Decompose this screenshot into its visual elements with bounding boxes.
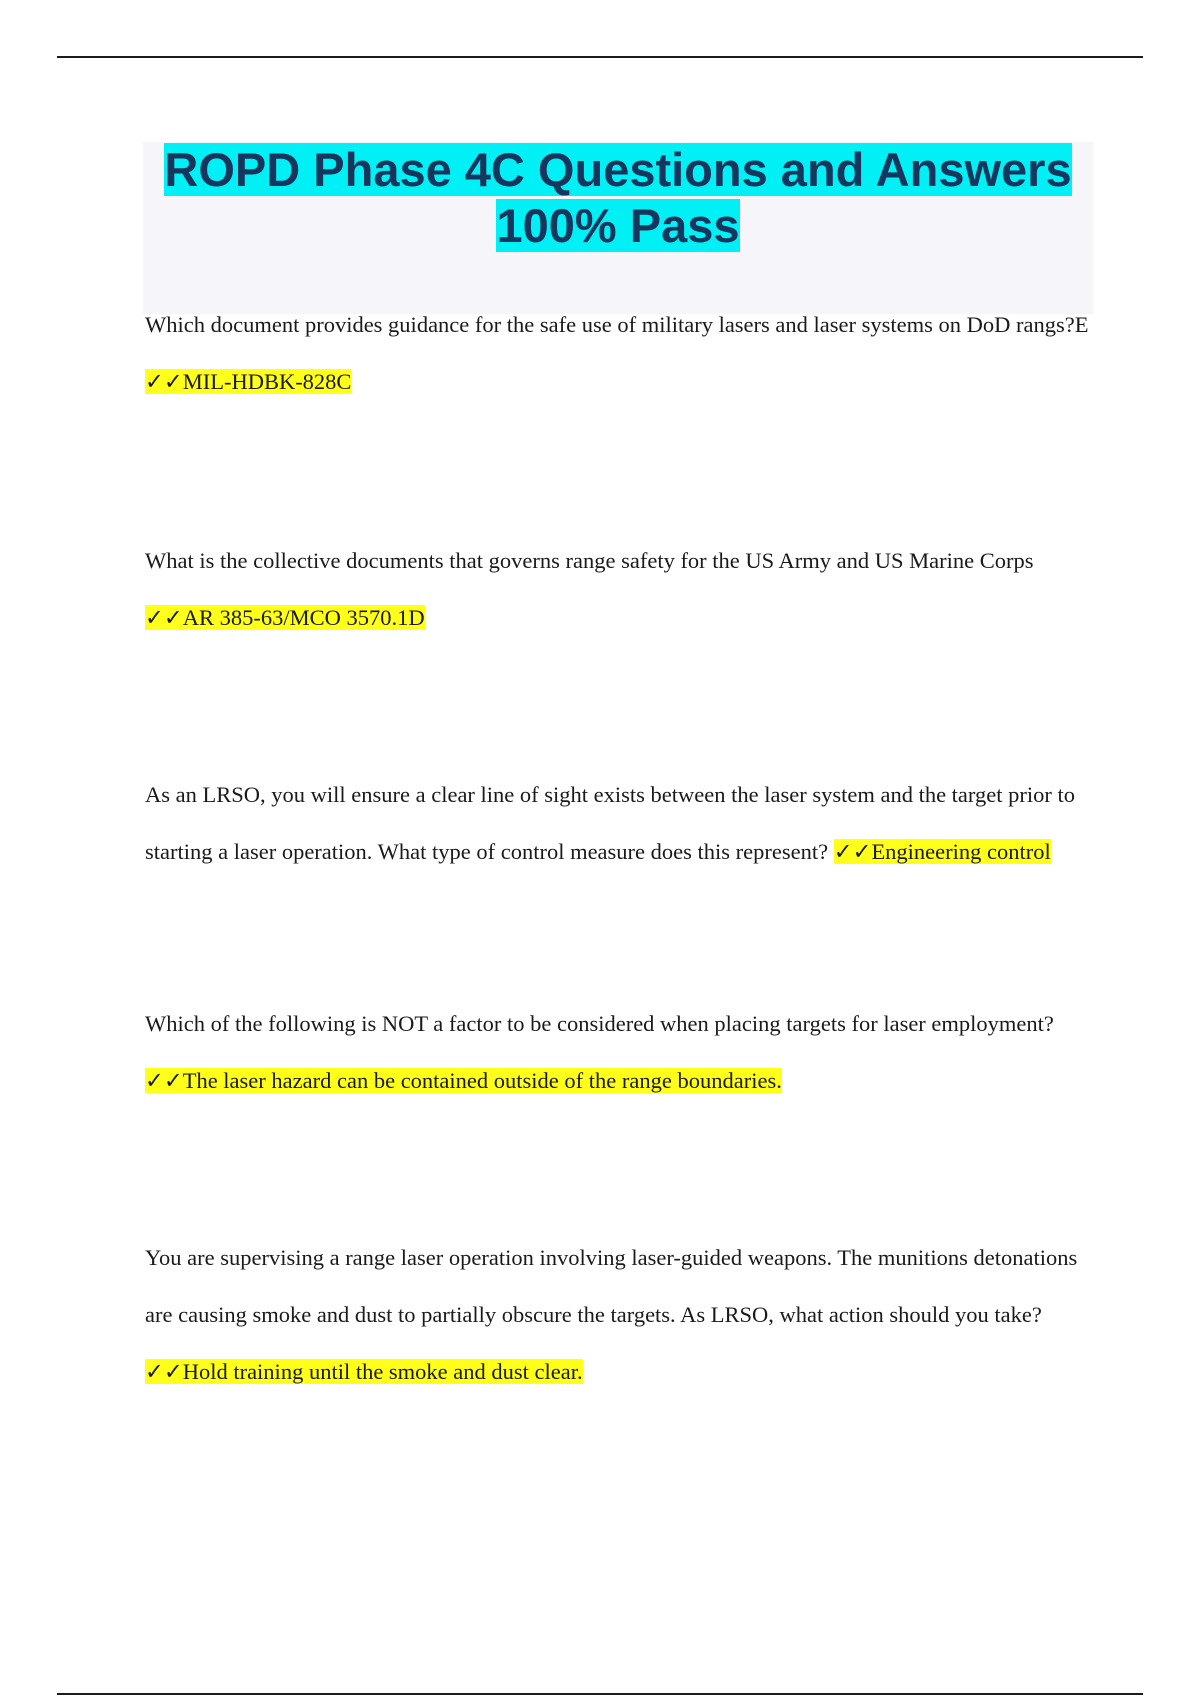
- question-text: You are supervising a range laser operation involving laser-guided weapons. The munitions detonations are causing smoke and dust to partially obscure the targets. As LRSO, what action should you take?: [145, 1245, 1078, 1327]
- answer-text: ✓✓MIL-HDBK-828C: [145, 369, 352, 394]
- title-line-1: ROPD Phase 4C Questions and Answers: [164, 143, 1072, 196]
- answer-text: ✓✓The laser hazard can be contained outside of the range boundaries.: [145, 1068, 782, 1093]
- question-text: What is the collective documents that governs range safety for the US Army and US Marine Corps: [145, 548, 1034, 573]
- title-block: [143, 142, 1093, 314]
- qa-item: [145, 995, 1090, 1109]
- qa-item: [145, 766, 1090, 880]
- qa-item: [145, 1229, 1090, 1400]
- qa-item: [145, 296, 1090, 410]
- bottom-rule: [57, 1693, 1143, 1695]
- answer-text: ✓✓AR 385-63/MCO 3570.1D: [145, 605, 425, 630]
- qa-item: [145, 532, 1090, 646]
- answer-text: ✓✓Engineering control: [833, 839, 1051, 864]
- page-title: [143, 142, 1093, 254]
- question-text: As an LRSO, you will ensure a clear line of sight exists between the laser system and the target prior to starting a laser operation. What type of control measure does this represent?: [145, 782, 1075, 864]
- top-rule: [57, 56, 1143, 58]
- question-text: Which of the following is NOT a factor to be considered when placing targets for laser employment?: [145, 1011, 1054, 1036]
- question-text: Which document provides guidance for the safe use of military lasers and laser systems on DoD rangs?E: [145, 312, 1089, 337]
- title-line-2: 100% Pass: [496, 199, 740, 252]
- answer-text: ✓✓Hold training until the smoke and dust clear.: [145, 1359, 583, 1384]
- qa-list: [145, 296, 1090, 1520]
